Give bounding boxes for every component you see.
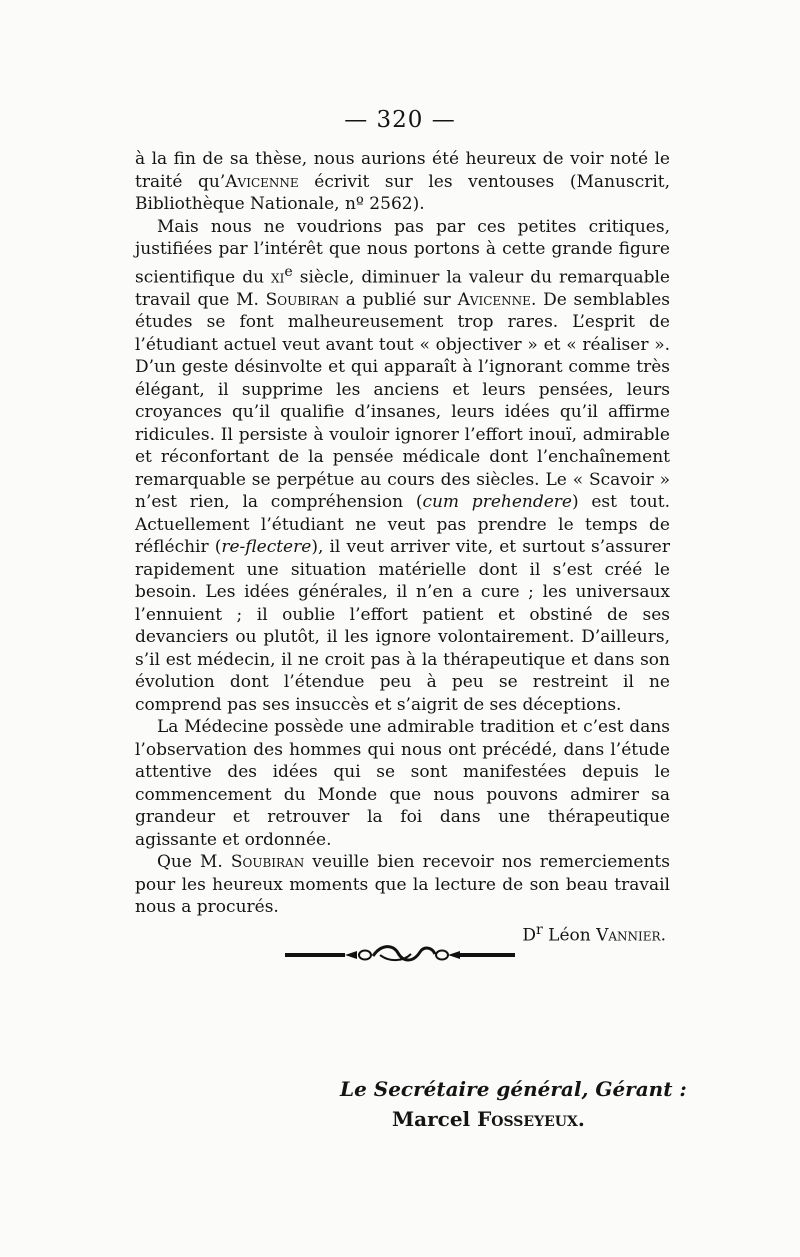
signature-first-name: Léon bbox=[542, 925, 597, 946]
author-name-avicenne: Avicenne bbox=[225, 171, 299, 192]
paragraph-2-text-c: a publié sur bbox=[339, 289, 458, 310]
paragraph-2-text-d: . De semblables études se font malheureusement trop rares. L’esprit de l’étudiant actuel veut avant tout « objectiver » et « réaliser ». D’un geste désinvolte et qui apparaît à l’ignorant comme très élégant, il supprime les anciens et leurs pensées, leurs croyances qu’il qualifie d’insanes, leurs idées qu’il affirme ridicules. Il persiste à vouloir ignorer l’effort inouï, admirable et réconfortant de la pensée médicale dont l’enchaînement remarquable se perpétue au cours des siècles. Le « Scavoir » n’est rien, la compréhension ( bbox=[135, 289, 670, 513]
footer-end: . bbox=[577, 1107, 585, 1131]
author-name-soubiran-2: Soubiran bbox=[230, 852, 305, 873]
signature-title: D bbox=[522, 925, 536, 946]
signature-last-name: Vannier bbox=[596, 925, 661, 946]
paragraph-2-text-e: ) est tout. Actuellement l’étudiant ne veut pas prendre le temps de réfléchir ( bbox=[135, 492, 670, 558]
author-name-avicenne-2: Avicenne bbox=[457, 289, 531, 310]
footer-last-name: Fosseyeux bbox=[477, 1107, 578, 1131]
paragraph-2-text-b: siècle, diminuer la valeur du remarquable travail que M. bbox=[135, 267, 670, 310]
author-name-soubiran: Soubiran bbox=[265, 289, 339, 310]
signature-end: . bbox=[660, 925, 666, 946]
latin-term-1: cum prehendere bbox=[422, 492, 572, 513]
century-superscript: e bbox=[284, 263, 293, 280]
footer-name bbox=[392, 1102, 585, 1136]
footer-first-name: Marcel bbox=[392, 1107, 478, 1131]
signature-title-superscript: r bbox=[535, 921, 543, 938]
paragraph-2-text-a: Mais nous ne voudrions pas par ces petites critiques, justifiées par l’intérêt que nous portons à cette grande figure scientifique du bbox=[135, 216, 670, 288]
paragraph-2 bbox=[135, 216, 670, 717]
paragraph-4-text-a: Que M. bbox=[157, 852, 231, 873]
paragraph-1-end: écrivit sur les ventouses (Manuscrit, Bibliothèque Nationale, nº 2562). bbox=[135, 171, 671, 214]
paragraph-1 bbox=[135, 148, 670, 216]
footer-role: Le Secrétaire général, Gérant : bbox=[340, 1077, 687, 1101]
article-body bbox=[135, 148, 670, 947]
century-numeral: xi bbox=[271, 267, 285, 288]
paragraph-2-text-f: ), il veut arriver vite, et surtout s’assurer rapidement une situation matérielle dont il s’est créé le besoin. Les idées générales, il n’en a cure ; les universaux l’ennuient ; il oublie l’effort patient et obstiné de ses devanciers ou plutôt, il les ignore volontairement. D’ailleurs, s’il est médecin, il ne croit pas à la thérapeutique et dans son évolution dont l’étendue peu à peu se restreint il ne comprend pas ses insuccès et s’aigrit de ses déceptions. bbox=[135, 537, 670, 715]
paragraph-4-text-b: veuille bien recevoir nos remerciements pour les heureux moments que la lecture de son beau travail nous a procurés. bbox=[135, 852, 670, 918]
latin-term-2: re-flectere bbox=[221, 537, 312, 558]
decorative-ornament bbox=[0, 942, 800, 970]
page-number: — 320 — bbox=[344, 107, 456, 133]
paragraph-4 bbox=[135, 851, 670, 919]
paragraph-1-text: à la fin de sa thèse, nous aurions été heureux de voir noté le traité qu’ bbox=[135, 149, 670, 192]
paragraph-3: La Médecine possède une admirable tradition et c’est dans l’observation des hommes qui nous ont précédé, dans l’étude attentive des idées qui se sont manifestées depuis le commencement du Monde que nous pouvons admirer sa grandeur et retrouver la foi dans une thérapeutique agissante et ordonnée. bbox=[135, 717, 670, 850]
ornament-flourish-icon bbox=[285, 942, 515, 966]
